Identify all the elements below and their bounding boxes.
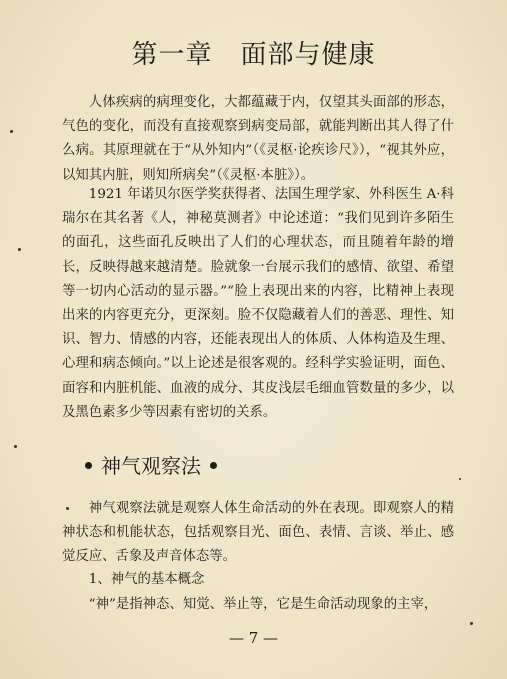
chapter-number: 第一章 bbox=[131, 40, 213, 70]
section-heading bbox=[76, 452, 226, 480]
print-speck bbox=[18, 248, 21, 251]
bullet-dot-icon bbox=[85, 462, 92, 469]
print-speck bbox=[470, 622, 473, 625]
print-speck bbox=[14, 445, 17, 448]
print-speck bbox=[10, 130, 13, 133]
section-paragraph-2: “神”是指神态、知觉、举止等，它是生命活动现象的主宰， bbox=[88, 597, 438, 612]
print-speck bbox=[66, 507, 69, 510]
chapter-heading bbox=[0, 38, 507, 72]
body-paragraph-2: 1921 年诺贝尔医学奖获得者、法国生理学家、外科医生 A·科瑞尔在其名著《人，神秘莫测者》中论述道：“我们见到许多陌生的面孔，这些面孔反映出了人们的心理状态，而且随着年龄的增长，反映得越来越清楚。脸就象一台展示我们的感情、欲望、希望等一切内心活动的显示器。”“脸上表现出来的内容，比精神上表现出来的内容更充分，更深刻。脸不仅隐藏着人们的善恶、理性、知识、智力、情感的内容，还能表现出人的体质、人体构造及生理、心理和病态倾向。”以上论述是很客观的。经科学实验证明，面色、面容和内脏机能、血液的成分、其皮浅层毛细血管数量的多少，以及黑色素多少等因素有密切的关系。 bbox=[62, 187, 454, 420]
chapter-title: 面部与健康 bbox=[240, 40, 376, 70]
print-speck bbox=[459, 478, 461, 480]
body-paragraph-1: 人体疾病的病理变化，大都蕴藏于内，仅望其头面部的形态，气色的变化，而没有直接观察到病变局部，就能判断出其人得了什么病。其原理就在于“从外知内”（《灵枢·论疾诊尺》），“视其外应，以知其内脏，则知所病矣”（《灵枢·本脏》）。 bbox=[62, 95, 454, 183]
bullet-dot-icon bbox=[210, 462, 217, 469]
page-number: — 7 — bbox=[228, 629, 279, 647]
subsection-heading: 1、神气的基本概念 bbox=[88, 572, 205, 587]
section-paragraph-1: 神气观察法就是观察人体生命活动的外在表现。即观察人的精神状态和机能状态，包括观察目光、面色、表情、言谈、举止、感觉反应、舌象及声音体态等。 bbox=[62, 501, 454, 565]
section-title: 神气观察法 bbox=[101, 454, 201, 478]
